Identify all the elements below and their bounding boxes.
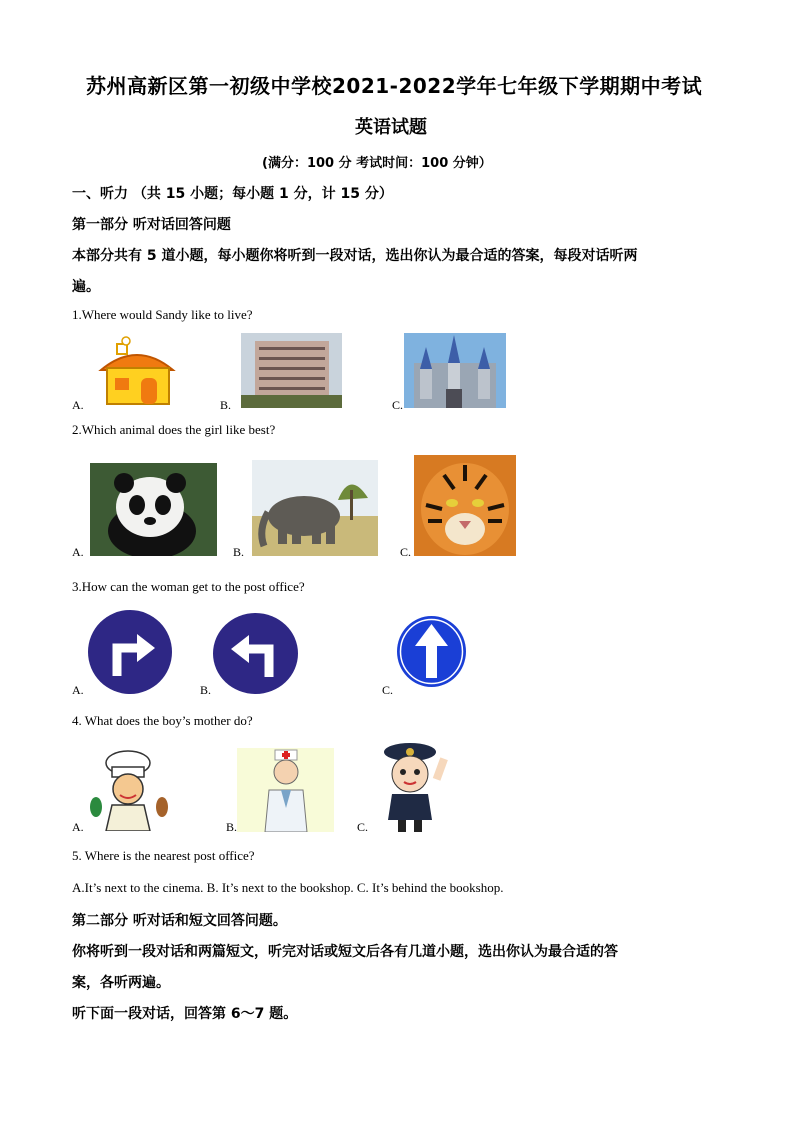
part2-instructions: 你将听到一段对话和两篇短文，听完对话或短文后各有几道小题，选出你认为最合适的答 (72, 944, 618, 960)
q3-option-a: A. (72, 683, 84, 697)
question-2: 2.Which animal does the girl like best? (72, 422, 276, 437)
part1-instructions: 本部分共有 5 道小题，每小题你将听到一段对话，选出你认为最合适的答案，每段对话听两 (72, 248, 638, 264)
q3-option-c: C. (382, 683, 394, 697)
dialog-intro: 听下面一段对话，回答第 6～7 题。 (72, 1006, 298, 1022)
panda-photo (90, 463, 217, 556)
q2-option-c: C. (400, 545, 412, 559)
q1-option-a: A. (72, 398, 84, 412)
part1-title: 第一部分 听对话回答问题 (72, 217, 231, 233)
cook-cartoon (86, 749, 170, 831)
nurse-cartoon (237, 748, 334, 832)
q4-option-b: B. (226, 820, 238, 834)
q5-options: A.It’s next to the cinema. B. It’s next to the bookshop. C. It’s behind the bookshop. (72, 880, 504, 895)
turn-right-sign-icon (87, 610, 173, 694)
turn-left-sign-icon (213, 613, 298, 694)
go-straight-sign-icon (397, 616, 466, 687)
question-5: 5. Where is the nearest post office? (72, 848, 255, 863)
apartment-building-photo (241, 333, 342, 408)
exam-info: (满分：100 分 考试时间：100 分钟） (262, 156, 492, 171)
elephant-photo (252, 460, 378, 556)
q2-option-a: A. (72, 545, 84, 559)
part2-instructions-cont: 案，各听两遍。 (72, 975, 170, 991)
page-subtitle: 英语试题 (355, 117, 427, 138)
q3-option-b: B. (200, 683, 212, 697)
cartoon-house-icon (95, 336, 179, 408)
police-cartoon (370, 740, 452, 833)
question-1: 1.Where would Sandy like to live? (72, 307, 253, 322)
q1-option-b: B. (220, 398, 232, 412)
q2-option-b: B. (233, 545, 245, 559)
part1-instructions-cont: 遍。 (72, 279, 100, 295)
section1-heading: 一、听力 （共 15 小题；每小题 1 分，计 15 分） (72, 186, 393, 202)
q4-option-a: A. (72, 820, 84, 834)
page-title: 苏州高新区第一初级中学校2021-2022学年七年级下学期期中考试 (86, 74, 703, 98)
part2-title: 第二部分 听对话和短文回答问题。 (72, 913, 287, 929)
question-3: 3.How can the woman get to the post office? (72, 579, 305, 594)
q4-option-c: C. (357, 820, 369, 834)
tiger-photo (414, 455, 516, 556)
question-4: 4. What does the boy’s mother do? (72, 713, 253, 728)
castle-photo (404, 333, 506, 408)
q1-option-c: C. (392, 398, 404, 412)
